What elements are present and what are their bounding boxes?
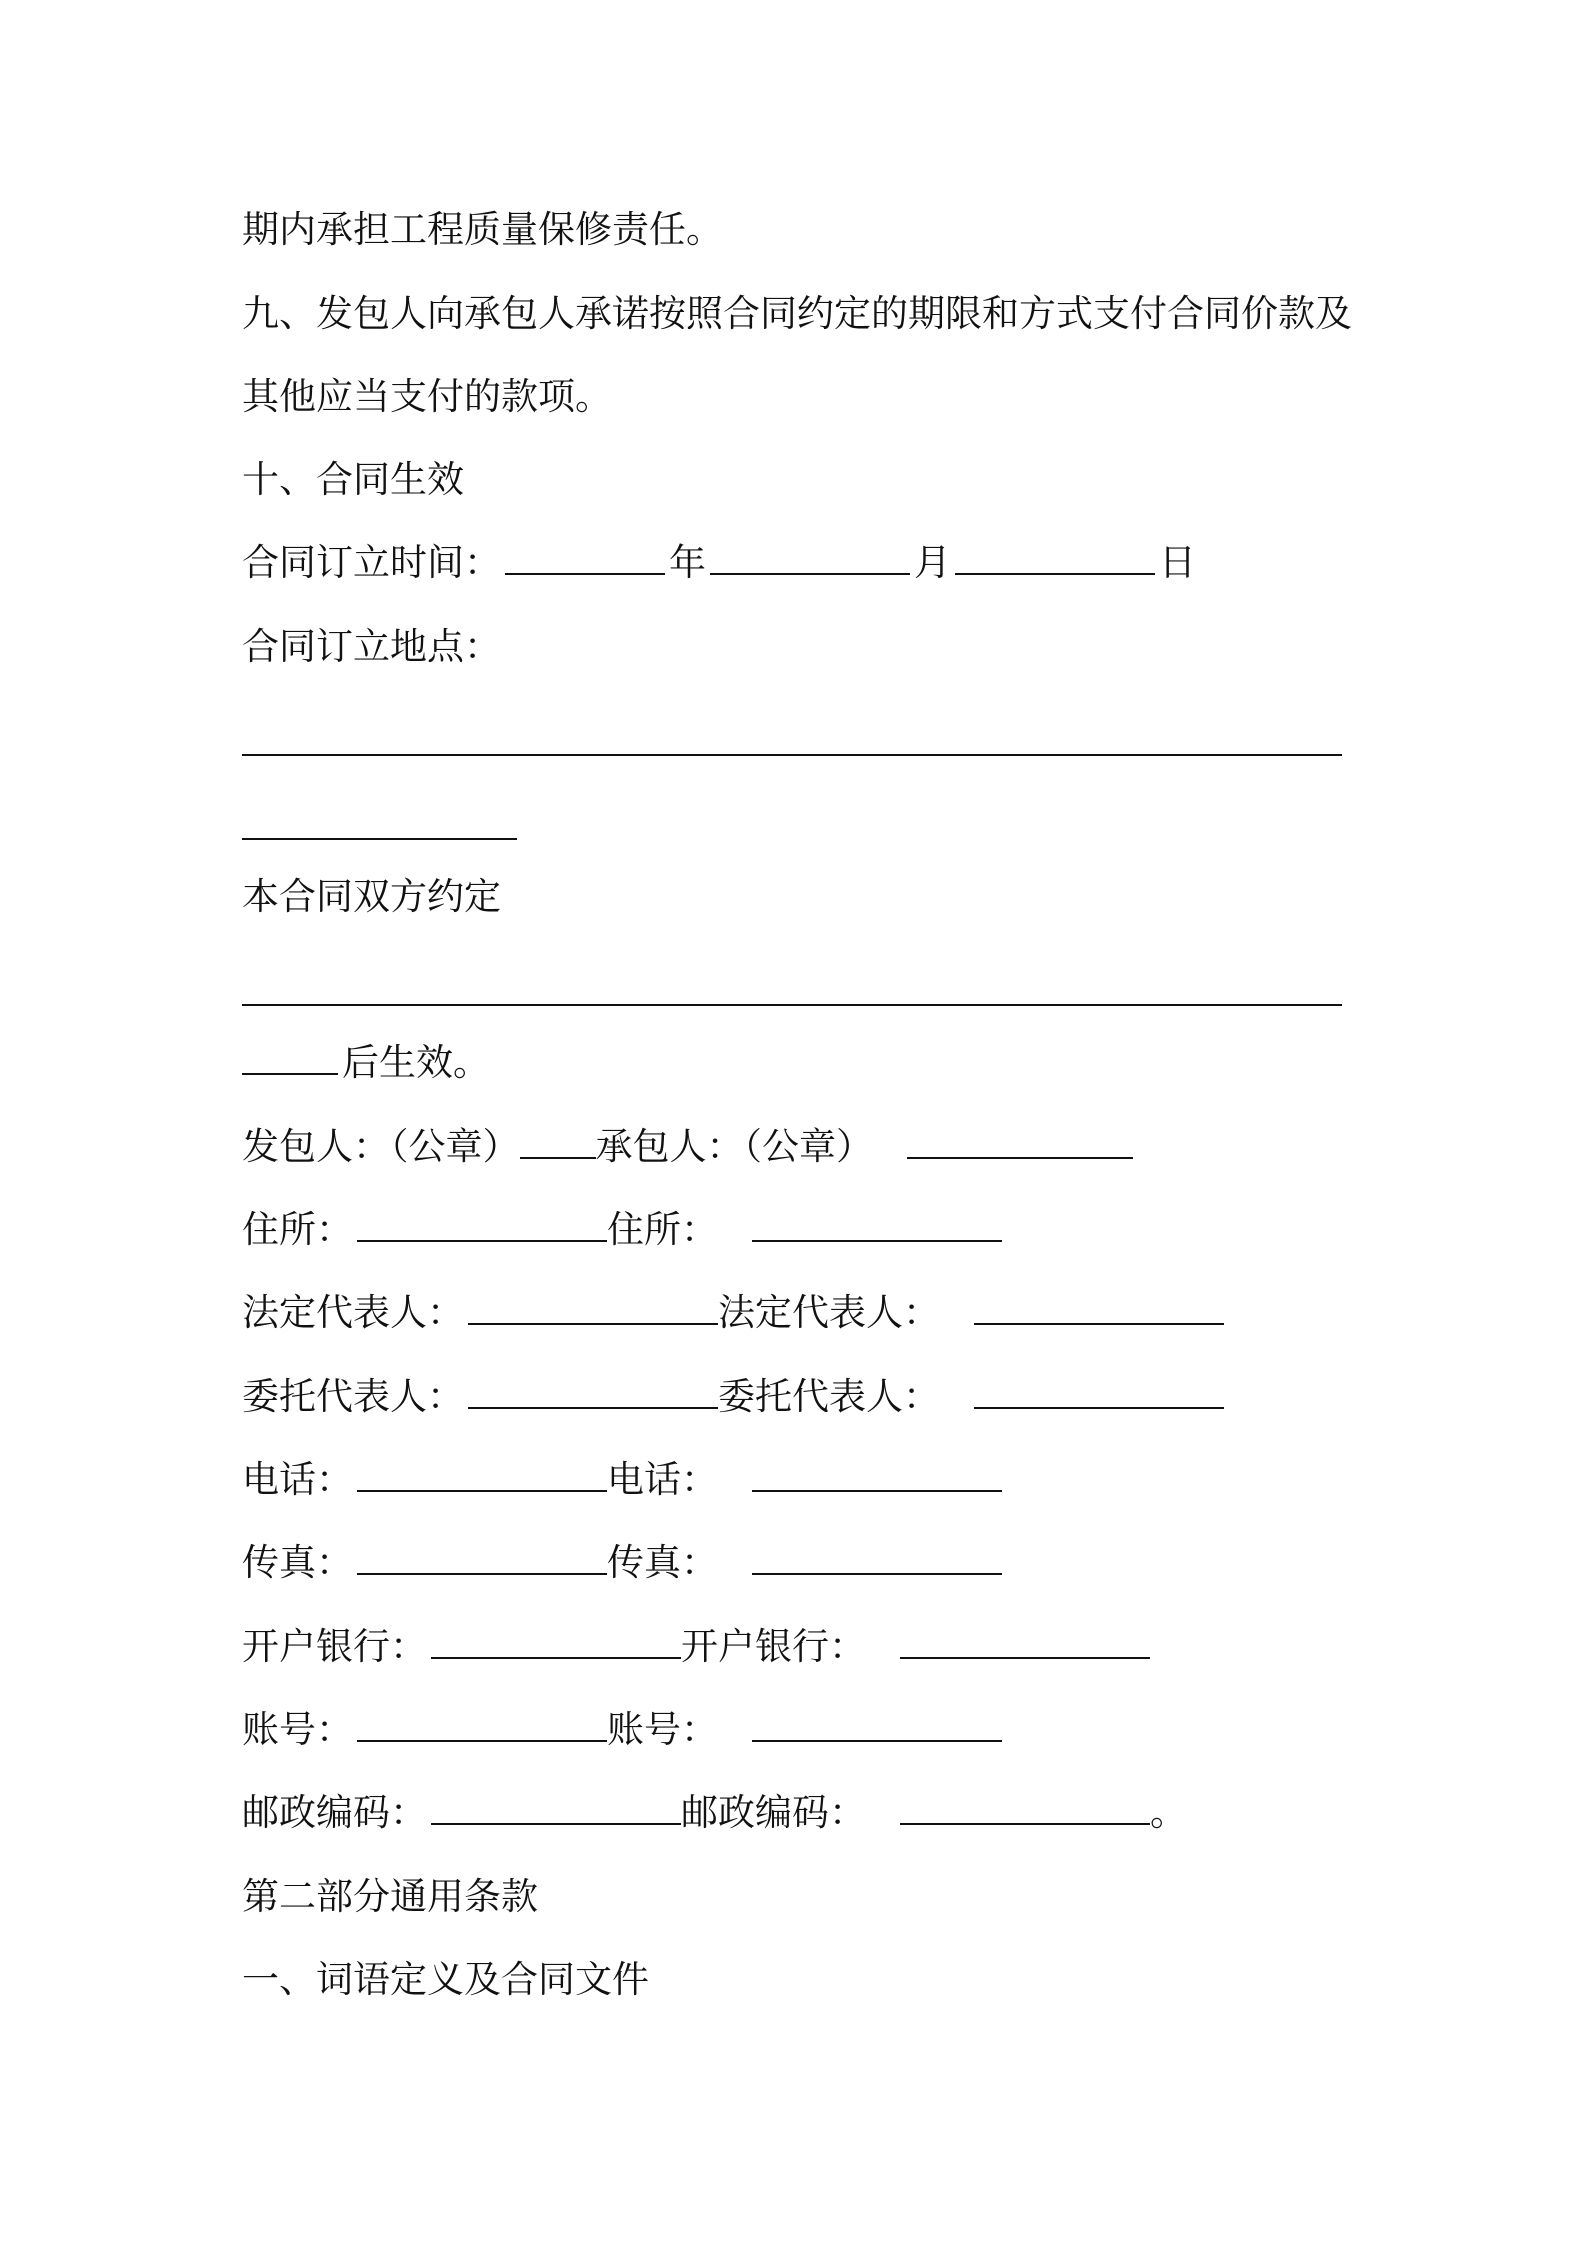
contractor-account-blank[interactable] [752, 1704, 1002, 1742]
party-row-address [242, 1200, 1006, 1260]
contractor-bank-blank[interactable] [900, 1621, 1150, 1659]
employer-legal-rep-blank[interactable] [468, 1287, 718, 1325]
employer-legal-rep-label: 法定代表人： [242, 1291, 464, 1334]
employer-fax-blank[interactable] [357, 1537, 607, 1575]
employer-account-label: 账号： [242, 1708, 353, 1751]
signing-place-label: 合同订立地点： [242, 625, 501, 668]
contractor-fax-label: 传真： [607, 1541, 718, 1584]
signing-time-label: 合同订立时间： [242, 541, 501, 584]
section-ten-heading: 十、合同生效 [242, 458, 464, 501]
signing-year-label: 年 [669, 541, 706, 584]
signing-time-row [242, 533, 1196, 593]
part-two-heading: 第二部分通用条款 [242, 1875, 538, 1918]
employer-phone-blank[interactable] [357, 1454, 607, 1492]
signing-place-blank-line-2[interactable] [242, 838, 517, 840]
employer-bank-label: 开户银行： [242, 1625, 427, 1668]
contractor-authorized-rep-label: 委托代表人： [718, 1375, 940, 1418]
employer-bank-blank[interactable] [431, 1621, 681, 1659]
signing-place-blank-line-1[interactable] [242, 754, 1342, 756]
party-row-bank [242, 1617, 1154, 1677]
employer-account-blank[interactable] [357, 1704, 607, 1742]
paragraph-nine-line-2: 其他应当支付的款项。 [242, 375, 612, 418]
final-period: 。 [1150, 1791, 1187, 1834]
party-row-legal-rep [242, 1283, 1228, 1343]
contractor-address-blank[interactable] [752, 1204, 1002, 1242]
section-one-heading: 一、词语定义及合同文件 [242, 1958, 649, 2001]
signing-day-blank[interactable] [955, 537, 1155, 575]
party-row-account [242, 1700, 1006, 1760]
contractor-address-label: 住所： [607, 1208, 718, 1251]
paragraph-warranty-tail: 期内承担工程质量保修责任。 [242, 208, 723, 251]
effect-suffix: 后生效。 [342, 1041, 490, 1084]
party-row-fax [242, 1533, 1006, 1593]
employer-phone-label: 电话： [242, 1458, 353, 1501]
contractor-authorized-rep-blank[interactable] [974, 1371, 1224, 1409]
party-row-phone [242, 1450, 1006, 1510]
employer-address-blank[interactable] [357, 1204, 607, 1242]
contractor-seal-blank[interactable] [907, 1121, 1133, 1159]
signing-month-blank[interactable] [710, 537, 910, 575]
contractor-phone-label: 电话： [607, 1458, 718, 1501]
contractor-legal-rep-blank[interactable] [974, 1287, 1224, 1325]
contractor-postcode-blank[interactable] [900, 1787, 1150, 1825]
effect-condition-row [242, 1033, 490, 1093]
signing-year-blank[interactable] [505, 537, 665, 575]
employer-seal-blank[interactable] [520, 1121, 596, 1159]
paragraph-nine-line-1: 九、发包人向承包人承诺按照合同约定的期限和方式支付合同价款及 [242, 292, 1352, 335]
contractor-fax-blank[interactable] [752, 1537, 1002, 1575]
employer-postcode-blank[interactable] [431, 1787, 681, 1825]
effect-agreement-label: 本合同双方约定 [242, 875, 501, 918]
party-row-authorized-rep [242, 1367, 1228, 1427]
signing-day-label: 日 [1159, 541, 1196, 584]
contractor-seal-label: 承包人：（公章） [595, 1125, 873, 1168]
contractor-legal-rep-label: 法定代表人： [718, 1291, 940, 1334]
employer-postcode-label: 邮政编码： [242, 1791, 427, 1834]
contractor-bank-label: 开户银行： [681, 1625, 866, 1668]
employer-seal-label: 发包人：（公章） [242, 1125, 520, 1168]
effect-condition-blank-line-2[interactable] [242, 1037, 338, 1075]
contractor-phone-blank[interactable] [752, 1454, 1002, 1492]
contractor-account-label: 账号： [607, 1708, 718, 1751]
employer-authorized-rep-blank[interactable] [468, 1371, 718, 1409]
signing-month-label: 月 [914, 541, 951, 584]
contractor-postcode-label: 邮政编码： [681, 1791, 866, 1834]
employer-fax-label: 传真： [242, 1541, 353, 1584]
effect-condition-blank-line-1[interactable] [242, 1004, 1342, 1006]
employer-address-label: 住所： [242, 1208, 353, 1251]
employer-authorized-rep-label: 委托代表人： [242, 1375, 464, 1418]
parties-seal-row [242, 1117, 1137, 1177]
party-row-postcode [242, 1783, 1187, 1843]
